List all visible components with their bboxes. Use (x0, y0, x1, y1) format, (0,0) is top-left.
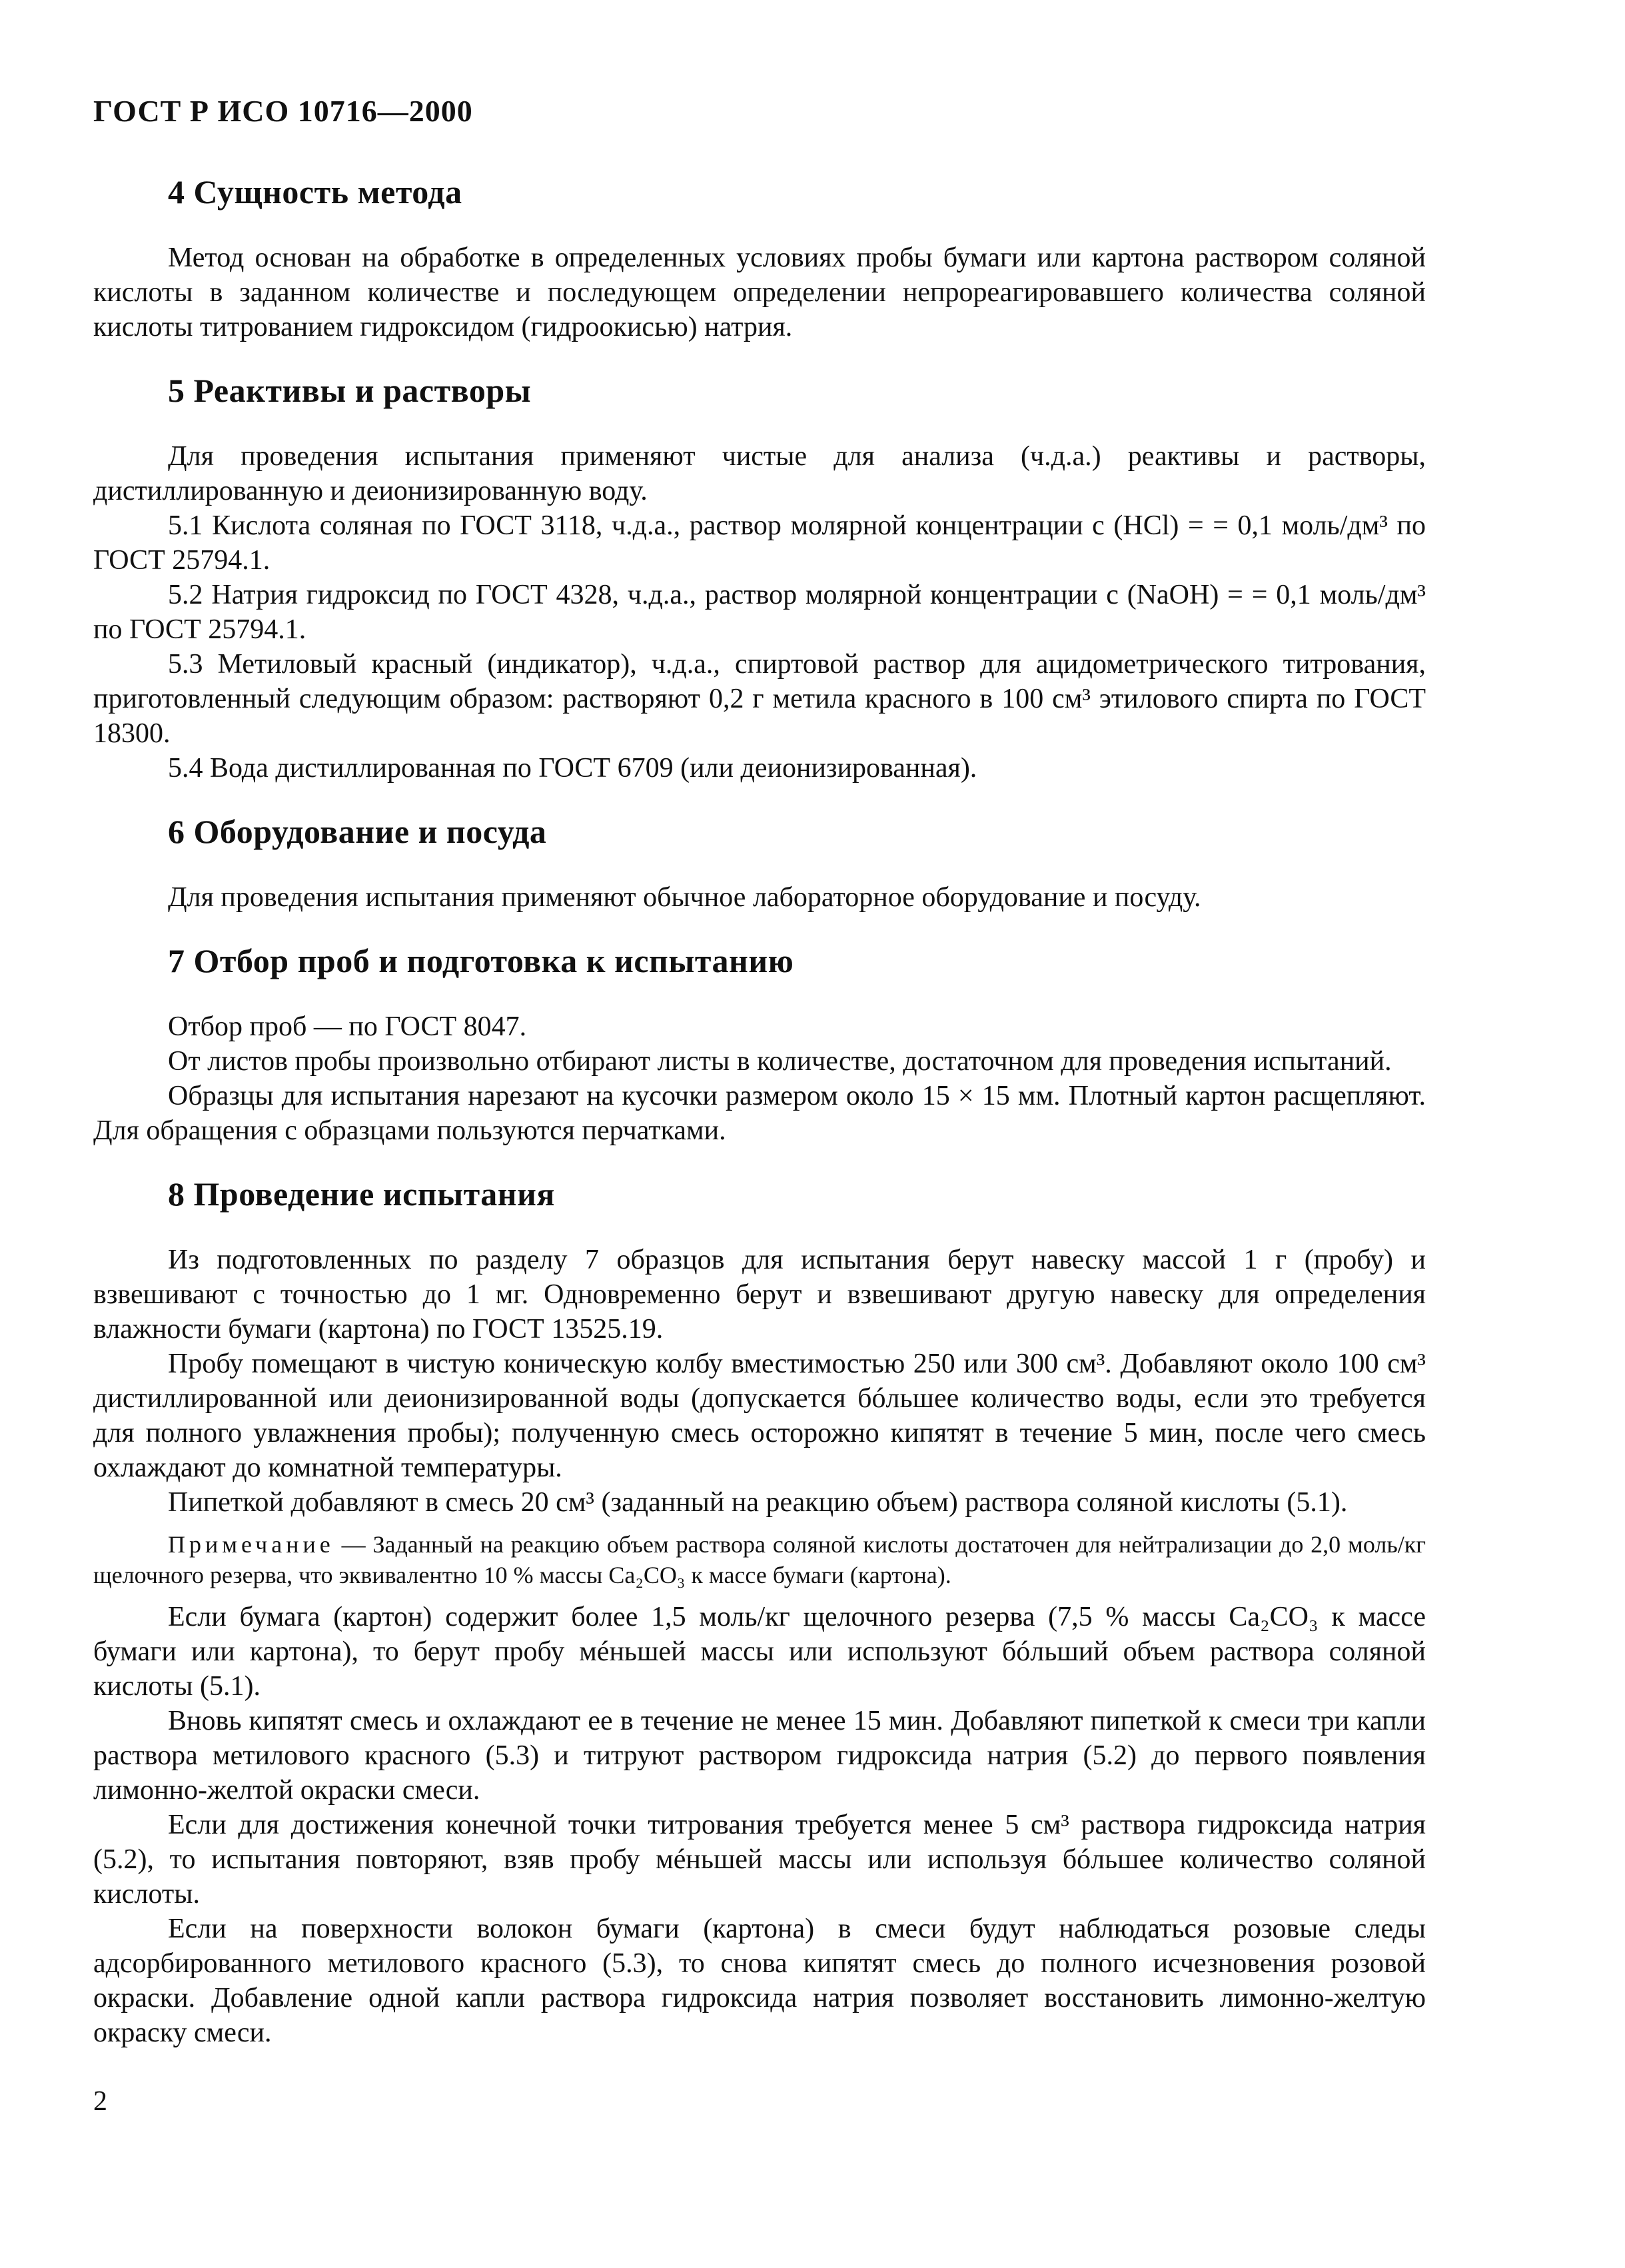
section-7 (93, 941, 1426, 1148)
paragraph: Для проведения испытания применяют обычное лабораторное оборудование и посуду. (168, 882, 1201, 913)
section-title: 7 Отбор проб и подготовка к испытанию (168, 942, 794, 979)
paragraph: Если бумага (картон) содержит более 1,5 моль/кг щелочного резерва (7,5 % массы Ca₂CO₃ к массе бумаги или картона), то берут пробу мéньшей массы или используют бóльший объем раствора соляной кислоты (5.1). (93, 1602, 1426, 1702)
section-title: 8 Проведение испытания (168, 1175, 555, 1213)
paragraph: Метод основан на обработке в определенных условиях пробы бумаги или картона раствором соляной кислоты в заданном количестве и последующем определении непрореагировавшего количества соляной кислоты титрованием гидроксидом (гидроокисью) натрия. (93, 243, 1426, 342)
note-label: Примечание (168, 1531, 334, 1558)
paragraph: Отбор проб — по ГОСТ 8047. (168, 1011, 527, 1042)
section-4 (93, 173, 1426, 344)
note-text: — Заданный на реакцию объем раствора соляной кислоты достаточен для нейтрализации до 2,0 моль/кг щелочного резерва, что эквивалентно 10 % массы Ca₂CO₃ к массе бумаги (картона). (93, 1531, 1426, 1588)
paragraph: 5.1 Кислота соляная по ГОСТ 3118, ч.д.а., раствор молярной концентрации c (HCl) = = 0,1 моль/дм³ по ГОСТ 25794.1. (93, 510, 1426, 576)
paragraph: Из подготовленных по разделу 7 образцов для испытания берут навеску массой 1 г (пробу) и взвешивают с точностью до 1 мг. Одновременно берут и взвешивают другую навеску для определения влажности бумаги (картона) по ГОСТ 13525.19. (93, 1245, 1426, 1345)
section-title: 5 Реактивы и растворы (168, 372, 532, 409)
section-title: 6 Оборудование и посуда (168, 813, 547, 850)
page-number: 2 (93, 2086, 107, 2117)
note (93, 1529, 1426, 1590)
paragraph: Пипеткой добавляют в смесь 20 см³ (заданный на реакцию объем) раствора соляной кислоты (5.1). (168, 1487, 1348, 1518)
section-6 (93, 812, 1426, 915)
section-5 (93, 371, 1426, 786)
section-title: 4 Сущность метода (168, 173, 462, 211)
paragraph: 5.2 Натрия гидроксид по ГОСТ 4328, ч.д.а., раствор молярной концентрации c (NaOH) = = 0,1 моль/дм³ по ГОСТ 25794.1. (93, 580, 1426, 645)
paragraph: 5.3 Метиловый красный (индикатор), ч.д.а., спиртовой раствор для ацидометрического титрования, приготовленный следующим образом: растворяют 0,2 г метила красного в 100 см³ этилового спирта по ГОСТ 18300. (93, 649, 1426, 749)
paragraph: Вновь кипятят смесь и охлаждают ее в течение не менее 15 мин. Добавляют пипеткой к смеси три капли раствора метилового красного (5.3) и титруют раствором гидроксида натрия (5.2) до первого появления лимонно-желтой окраски смеси. (93, 1706, 1426, 1806)
paragraph: Если для достижения конечной точки титрования требуется менее 5 см³ раствора гидроксида натрия (5.2), то испытания повторяют, взяв пробу мéньшей массы или используя бóльшее количество соляной кислоты. (93, 1810, 1426, 1910)
document-header: ГОСТ Р ИСО 10716—2000 (93, 94, 473, 128)
paragraph: 5.4 Вода дистиллированная по ГОСТ 6709 (или деионизированная). (168, 753, 977, 784)
paragraph: От листов пробы произвольно отбирают листы в количестве, достаточном для проведения испытаний. (168, 1046, 1392, 1077)
paragraph: Пробу помещают в чистую коническую колбу вместимостью 250 или 300 см³. Добавляют около 100 см³ дистиллированной или деионизированной воды (допускается бóльшее количество воды, если это требуется для полного увлажнения пробы); полученную смесь осторожно кипятят в течение 5 мин, после чего смесь охлаждают до комнатной температуры. (93, 1349, 1426, 1483)
paragraph: Если на поверхности волокон бумаги (картона) в смеси будут наблюдаться розовые следы адсорбированного метилового красного (5.3), то снова кипятят смесь до полного исчезновения розовой окраски. Добавление одной капли раствора гидроксида натрия позволяет восстановить лимонно-желтую окраску смеси. (93, 1914, 1426, 2048)
document-page (93, 93, 1426, 2077)
paragraph: Образцы для испытания нарезают на кусочки размером около 15 × 15 мм. Плотный картон расщепляют. Для обращения с образцами пользуются перчатками. (93, 1081, 1426, 1146)
section-8 (93, 1175, 1426, 2050)
paragraph: Для проведения испытания применяют чистые для анализа (ч.д.а.) реактивы и растворы, дистиллированную и деионизированную воду. (93, 441, 1426, 506)
